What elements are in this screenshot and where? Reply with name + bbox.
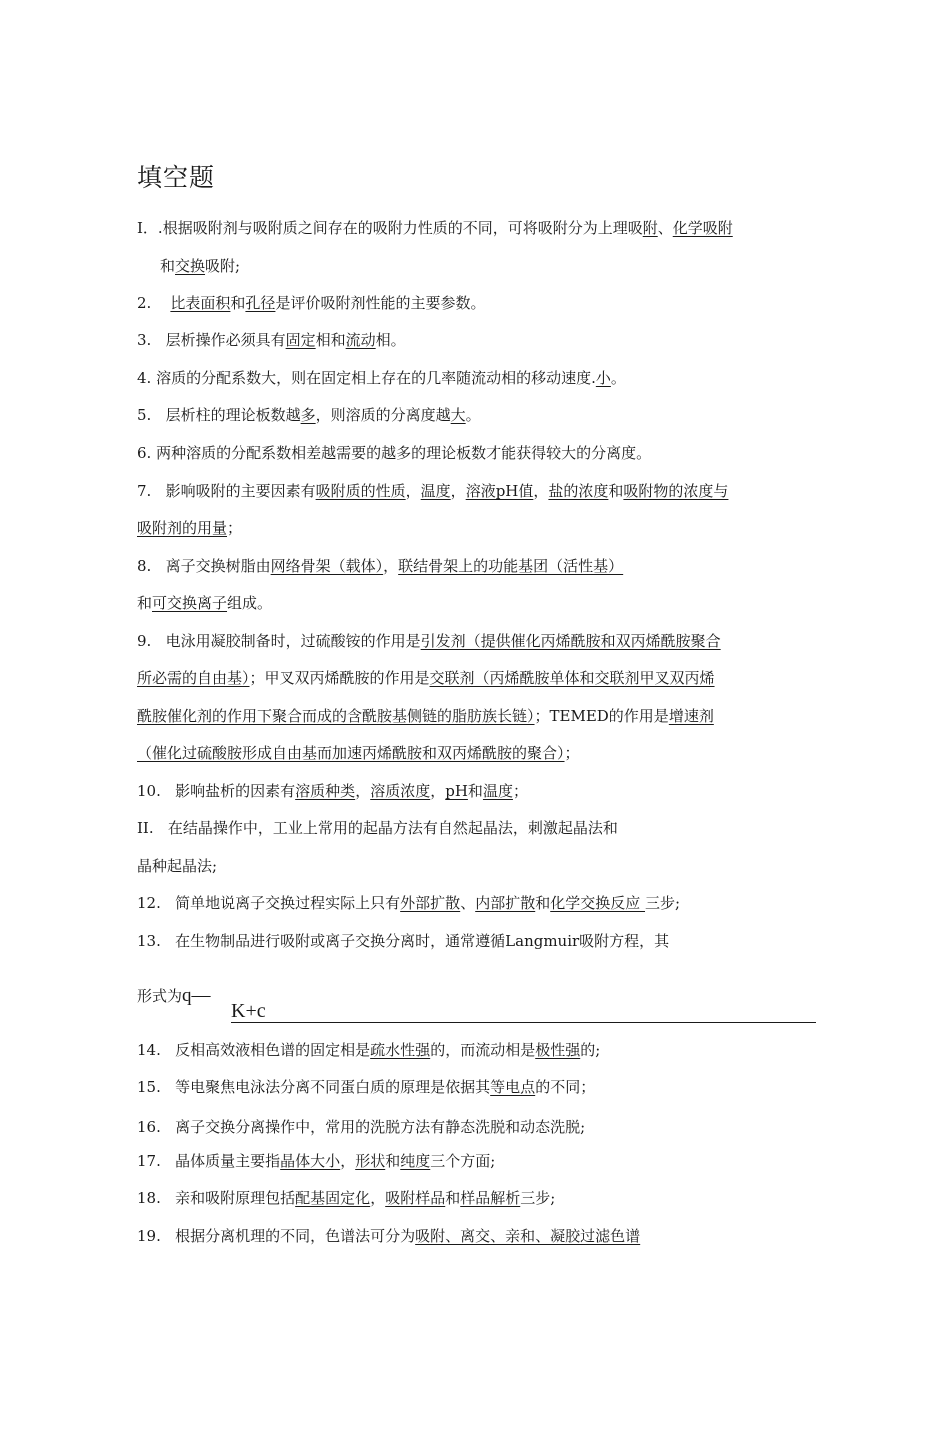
question-text: 、	[460, 894, 476, 912]
question-text: 和	[467, 782, 483, 800]
answer-blank: 晶体大小	[280, 1152, 341, 1170]
answer-blank: 外部扩散	[400, 894, 461, 912]
question-text: ，	[450, 482, 466, 500]
answer-blank: pH	[445, 782, 468, 800]
question-text: 。	[610, 369, 626, 387]
question-text: 和	[160, 257, 176, 275]
question-text: 8. 离子交换树脂由	[137, 557, 271, 575]
page-title: 填空题	[137, 163, 216, 192]
question-line	[137, 668, 715, 688]
answer-blank: 化学交换反应	[550, 894, 646, 912]
question-line	[137, 1117, 585, 1137]
answer-blank: 可交换离子	[152, 594, 228, 612]
question-text: 和	[445, 1189, 461, 1207]
question-text: 三步;	[520, 1189, 556, 1207]
question-line	[137, 293, 485, 313]
formula-line	[137, 986, 211, 1006]
answer-blank: 大	[450, 406, 466, 424]
answer-blank: 所必需的自由基）	[137, 669, 250, 687]
question-text: ；TEMED的作用是	[534, 707, 669, 725]
answer-blank: （催化过硫酸胺形成自由基而加速丙烯酰胺和双丙烯酰胺的聚合）	[137, 744, 565, 762]
question-line	[137, 856, 217, 876]
formula-prefix: 形式为	[137, 987, 183, 1005]
question-text: 三个方面;	[430, 1152, 496, 1170]
question-line	[137, 706, 714, 726]
question-line	[137, 893, 680, 913]
question-text: 9. 电泳用凝胶制备时，过硫酸铵的作用是	[137, 632, 421, 650]
question-text: 和	[230, 294, 246, 312]
question-text: 10. 影响盐析的因素有	[137, 782, 296, 800]
question-text: ，	[533, 482, 549, 500]
answer-blank: 固定	[285, 331, 316, 349]
answer-blank: 等电点	[490, 1078, 536, 1096]
question-text: ，	[355, 782, 371, 800]
question-line	[160, 256, 240, 276]
question-text: 和	[137, 594, 153, 612]
question-line	[137, 443, 651, 463]
answer-blank: 吸附样品	[385, 1189, 446, 1207]
answer-blank: 吸附、离交、亲和、凝胶过滤色谱	[415, 1227, 641, 1245]
answer-blank: 溶质种类	[295, 782, 356, 800]
answer-blank: 吸附剂的用量	[137, 519, 228, 537]
question-text: 14. 反相高效液相色谱的固定相是	[137, 1041, 371, 1059]
answer-blank: 网络骨架（载体）	[270, 557, 384, 575]
question-text: 、	[657, 219, 673, 237]
question-text: 7. 影响吸附的主要因素有	[137, 482, 316, 500]
answer-blank: 配基固定化	[295, 1189, 371, 1207]
question-text: 17. 晶体质量主要指	[137, 1152, 281, 1170]
question-text: II. 在结晶操作中，工业上常用的起晶方法有自然起晶法，刺激起晶法和	[137, 819, 618, 837]
question-line	[137, 1077, 595, 1097]
answer-blank: 溶液pH值	[465, 482, 534, 500]
answer-blank: 流动	[345, 331, 376, 349]
answer-blank: 形状	[355, 1152, 386, 1170]
question-text: 和	[385, 1152, 401, 1170]
answer-blank: 引发剂（提供催化丙烯酰胺和双丙烯酰胺聚合	[420, 632, 721, 650]
answer-blank: 内部扩散	[475, 894, 536, 912]
question-line	[137, 781, 528, 801]
question-line	[137, 1151, 495, 1171]
answer-blank: 吸附物的浓度与	[623, 482, 729, 500]
question-text: 组成。	[227, 594, 273, 612]
answer-blank: 疏水性强	[370, 1041, 431, 1059]
answer-blank: 化学吸附	[672, 219, 733, 237]
question-line	[137, 405, 481, 425]
question-text: 4. 溶质的分配系数大，则在固定相上存在的几率随流动相的移动速度.	[137, 369, 596, 387]
question-text: ；甲叉双丙烯酰胺的作用是	[249, 669, 430, 687]
question-line	[137, 1226, 640, 1246]
question-line	[137, 556, 623, 576]
answer-blank: 盐的浓度	[548, 482, 609, 500]
question-text: 12. 简单地说离子交换过程实际上只有	[137, 894, 401, 912]
question-text: 相。	[375, 331, 406, 349]
question-text: ，	[340, 1152, 356, 1170]
question-text: 晶种起晶法;	[137, 857, 218, 875]
question-text: ；	[227, 519, 243, 537]
question-line	[137, 818, 618, 838]
question-text: 19. 根据分离机理的不同，色谱法可分为	[137, 1227, 416, 1245]
question-line	[137, 1188, 555, 1208]
question-text: ；	[564, 744, 580, 762]
question-text: 2.	[137, 294, 171, 312]
question-text: 的;	[580, 1041, 601, 1059]
formula-q: q—	[182, 985, 211, 1006]
question-text: ，	[370, 1189, 386, 1207]
question-text: 吸附;	[205, 257, 241, 275]
answer-blank: 联结骨架上的功能基团（活性基）	[398, 557, 624, 575]
question-text: 三步;	[645, 894, 681, 912]
question-line	[137, 1040, 600, 1060]
answer-blank: 附	[642, 219, 658, 237]
question-line	[137, 631, 721, 651]
question-text: 的不同；	[535, 1078, 596, 1096]
answer-blank: 孔径	[245, 294, 276, 312]
question-text: ；	[512, 782, 528, 800]
question-text: 和	[535, 894, 551, 912]
formula-fraction-bar	[231, 1022, 816, 1023]
question-text: 6. 两种溶质的分配系数相差越需要的越多的理论板数才能获得较大的分离度。	[137, 444, 652, 462]
question-line	[137, 743, 580, 763]
answer-blank: 极性强	[535, 1041, 581, 1059]
question-line	[137, 593, 272, 613]
answer-blank: 比表面积	[170, 294, 231, 312]
answer-blank: 多	[300, 406, 316, 424]
answer-blank: 交联剂（丙烯酰胺单体和交联剂甲叉双丙烯	[429, 669, 715, 687]
question-text: 的，而流动相是	[430, 1041, 536, 1059]
question-line	[137, 518, 242, 538]
question-text: 18. 亲和吸附原理包括	[137, 1189, 296, 1207]
question-text: 。	[465, 406, 481, 424]
question-text: 5. 层析柱的理论板数越	[137, 406, 301, 424]
answer-blank: 样品解析	[460, 1189, 521, 1207]
question-text: 是评价吸附剂性能的主要参数。	[275, 294, 486, 312]
formula-denominator: K+c	[231, 1000, 266, 1022]
question-line	[137, 218, 733, 238]
question-text: 13. 在生物制品进行吸附或离子交换分离时，通常遵循Langmuir吸附方程，其	[137, 932, 670, 950]
question-text: 相和	[315, 331, 346, 349]
question-line	[137, 368, 626, 388]
question-text: ，	[430, 782, 446, 800]
question-text: 3. 层析操作必须具有	[137, 331, 286, 349]
question-text: I．.根据吸附剂与吸附质之间存在的吸附力性质的不同，可将吸附分为上理吸	[137, 219, 643, 237]
question-text: ，	[383, 557, 399, 575]
answer-blank: 纯度	[400, 1152, 431, 1170]
answer-blank: 小	[595, 369, 611, 387]
question-text: 和	[608, 482, 624, 500]
question-line	[137, 931, 669, 951]
question-text: 15. 等电聚焦电泳法分离不同蛋白质的原理是依据其	[137, 1078, 491, 1096]
answer-blank: 增速剂	[668, 707, 714, 725]
question-line	[137, 481, 728, 501]
question-line	[137, 330, 406, 350]
answer-blank: 交换	[175, 257, 206, 275]
question-text: ，则溶质的分离度越	[315, 406, 451, 424]
question-text: 16. 离子交换分离操作中，常用的洗脱方法有静态洗脱和动态洗脱;	[137, 1118, 586, 1136]
question-text: ，	[405, 482, 421, 500]
answer-blank: 溶质浓度	[370, 782, 431, 800]
answer-blank: 酰胺催化剂的作用下聚合而成的含酰胺基侧链的脂肪族长链）	[137, 707, 535, 725]
answer-blank: 温度	[482, 782, 513, 800]
answer-blank: 温度	[420, 482, 451, 500]
answer-blank: 吸附质的性质	[315, 482, 406, 500]
